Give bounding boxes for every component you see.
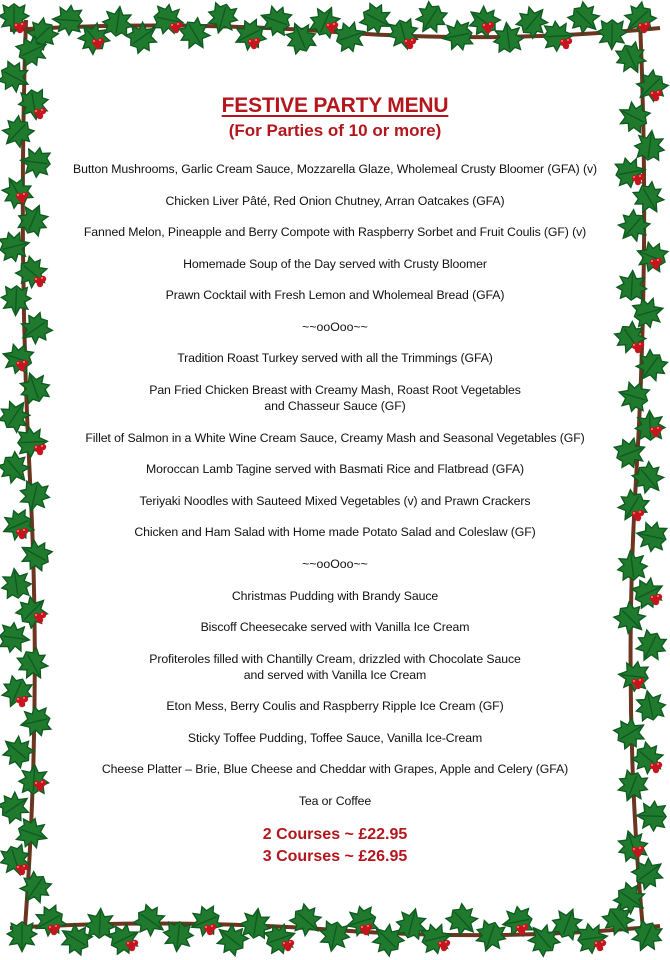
holly-leaf-icon [0,340,36,377]
holly-leaf-icon [16,479,52,515]
holly-berry-icon [638,22,650,33]
holly-berry-icon [650,762,662,773]
holly-leaf-icon [12,590,54,632]
holly-leaf-icon [17,426,48,457]
holly-leaf-icon [13,645,53,685]
holly-berry-icon [16,864,28,875]
holly-leaf-icon [628,852,669,893]
price-three-courses: 3 Courses ~ £26.95 [262,848,408,865]
holly-leaf-icon [13,31,52,70]
holly-leaf-icon [615,378,652,415]
dessert-item: Christmas Pudding with Brandy Sauce [231,589,439,603]
holly-leaf-icon [0,57,35,97]
holly-leaf-icon [0,786,35,827]
holly-leaf-icon [1,285,32,316]
holly-leaf-icon [629,573,669,613]
holly-berry-icon [48,924,60,935]
right-branch [631,20,645,940]
main-item: Moroccan Lamb Tagine served with Basmati Rice and Flatbread (GFA) [145,462,525,476]
holly-leaf-icon [7,922,37,952]
starter-item: Button Mushrooms, Garlic Cream Sauce, Mozzarella Glaze, Wholemeal Crusty Bloomer (GFA) (v) [72,162,598,176]
holly-leaf-icon [631,627,670,667]
holly-leaf-icon [628,458,670,500]
holly-leaf-icon [612,206,654,248]
holly-leaf-icon [0,228,33,264]
holly-leaf-icon [635,410,666,441]
dessert-item: Biscoff Cheesecake served with Vanilla Ice Cream [200,620,470,634]
holly-leaf-icon [0,621,31,655]
holly-berry-icon [16,696,28,707]
main-item [60,383,610,414]
course-separator: ~~ooOoo~~ [302,557,368,571]
holly-leaf-icon [14,868,55,909]
price-two-courses: 2 Courses ~ £22.95 [262,826,408,843]
holly-leaf-icon [613,155,648,190]
holly-leaf-icon [627,917,666,956]
main-item: Chicken and Ham Salad with Home made Potato Salad and Coleslaw (GF) [134,525,536,539]
holly-leaf-icon [597,20,627,50]
holly-berry-icon [632,342,644,353]
holly-leaf-icon [18,764,49,795]
holly-leaf-icon [617,660,650,693]
holly-berry-icon [34,444,46,455]
course-separator: ~~ooOoo~~ [302,320,368,334]
holly-berry-icon [34,780,46,791]
holly-berry-icon [650,426,662,437]
holly-leaf-icon [0,448,36,490]
main-item: Tradition Roast Turkey served with all the Trimmings (GFA) [177,351,493,365]
dessert-item-line: Profiteroles filled with Chantilly Cream, drizzled with Chocolate Sauce [149,652,521,666]
holly-berry-icon [14,22,26,33]
holly-leaf-icon [0,567,33,601]
holly-leaf-icon [611,318,652,359]
holly-berry-icon [632,846,644,857]
dessert-item: Tea or Coffee [298,794,372,808]
holly-berry-icon [16,528,28,539]
holly-leaf-icon [18,704,54,740]
holly-leaf-icon [632,237,670,276]
holly-leaf-icon [0,171,37,212]
holly-leaf-icon [618,0,660,40]
holly-berry-icon [16,192,28,203]
holly-leaf-icon [598,900,640,942]
holly-leaf-icon [614,827,651,864]
starter-item: Fanned Melon, Pineapple and Berry Compote with Raspberry Sorbet and Fruit Coulis (GF) (v) [83,225,587,239]
holly-leaf-icon [616,549,649,582]
holly-leaf-icon [14,815,52,853]
dessert-item: Cheese Platter – Brie, Blue Cheese and Cheddar with Grapes, Apple and Celery (GFA) [101,762,569,776]
holly-leaf-icon [0,730,38,772]
menu-subtitle: (For Parties of 10 or more) [228,121,442,140]
holly-berry-icon [632,174,644,185]
starter-item: Chicken Liver Pâté, Red Onion Chutney, Arran Oatcakes (GFA) [165,194,505,208]
holly-berry-icon [34,276,46,287]
holly-berry-icon [632,510,644,521]
dessert-item [60,652,610,683]
holly-leaf-icon [628,738,670,780]
holly-leaf-icon [613,768,651,806]
holly-leaf-icon [612,39,651,78]
holly-leaf-icon [634,519,669,554]
main-item: Teriyaki Noodles with Sauteed Mixed Vegetables (v) and Prawn Crackers [139,494,531,508]
main-item-line: Pan Fried Chicken Breast with Creamy Mash, Roast Root Vegetables [149,383,521,397]
holly-leaf-icon [14,309,55,350]
holly-leaf-icon [16,368,54,406]
holly-berry-icon [650,258,662,269]
holly-leaf-icon [17,88,51,122]
holly-berry-icon [632,678,644,689]
holly-leaf-icon [610,598,652,640]
holly-leaf-icon [630,294,667,331]
menu-title: FESTIVE PARTY MENU [221,94,449,117]
holly-leaf-icon [610,712,651,753]
holly-berry-icon [34,612,46,623]
holly-leaf-icon [15,534,55,574]
main-item: Fillet of Salmon in a White Wine Cream Sauce, Creamy Mash and Seasonal Vegetables (GF) [85,431,585,445]
holly-leaf-icon [0,842,34,879]
holly-leaf-icon [636,801,667,832]
starter-item: Homemade Soup of the Day served with Crusty Bloomer [183,257,487,271]
main-item-line: and Chasseur Sauce (GF) [264,398,406,413]
holly-leaf-icon [0,506,37,545]
holly-leaf-icon [610,879,651,920]
left-branch [23,20,35,940]
holly-leaf-icon [612,486,653,527]
holly-berry-icon [650,594,662,605]
dessert-item: Sticky Toffee Pudding, Toffee Sauce, Vanilla Ice-Cream [187,731,483,745]
holly-leaf-icon [0,673,36,712]
holly-leaf-icon [29,901,69,941]
menu-content [70,0,600,960]
holly-leaf-icon [612,433,650,471]
holly-leaf-icon [616,270,647,301]
holly-leaf-icon [613,97,653,137]
holly-leaf-icon [0,112,38,154]
holly-leaf-icon [633,688,668,723]
holly-berry-icon [16,360,28,371]
holly-leaf-icon [14,200,53,239]
dessert-item-line: and served with Vanilla Ice Cream [243,667,427,682]
holly-leaf-icon [19,146,52,179]
holly-leaf-icon [630,66,670,108]
holly-leaf-icon [629,179,670,220]
holly-leaf-icon [12,252,54,294]
dessert-item: Eton Mess, Berry Coulis and Raspberry Ripple Ice Cream (GF) [166,699,504,713]
holly-leaf-icon [0,4,29,34]
holly-leaf-icon [20,14,62,56]
holly-berry-icon [34,108,46,119]
holly-leaf-icon [0,395,36,436]
holly-berry-icon [650,90,662,101]
holly-leaf-icon [633,129,667,163]
starter-item: Prawn Cocktail with Fresh Lemon and Wholemeal Bread (GFA) [165,288,505,302]
holly-leaf-icon [630,346,670,387]
